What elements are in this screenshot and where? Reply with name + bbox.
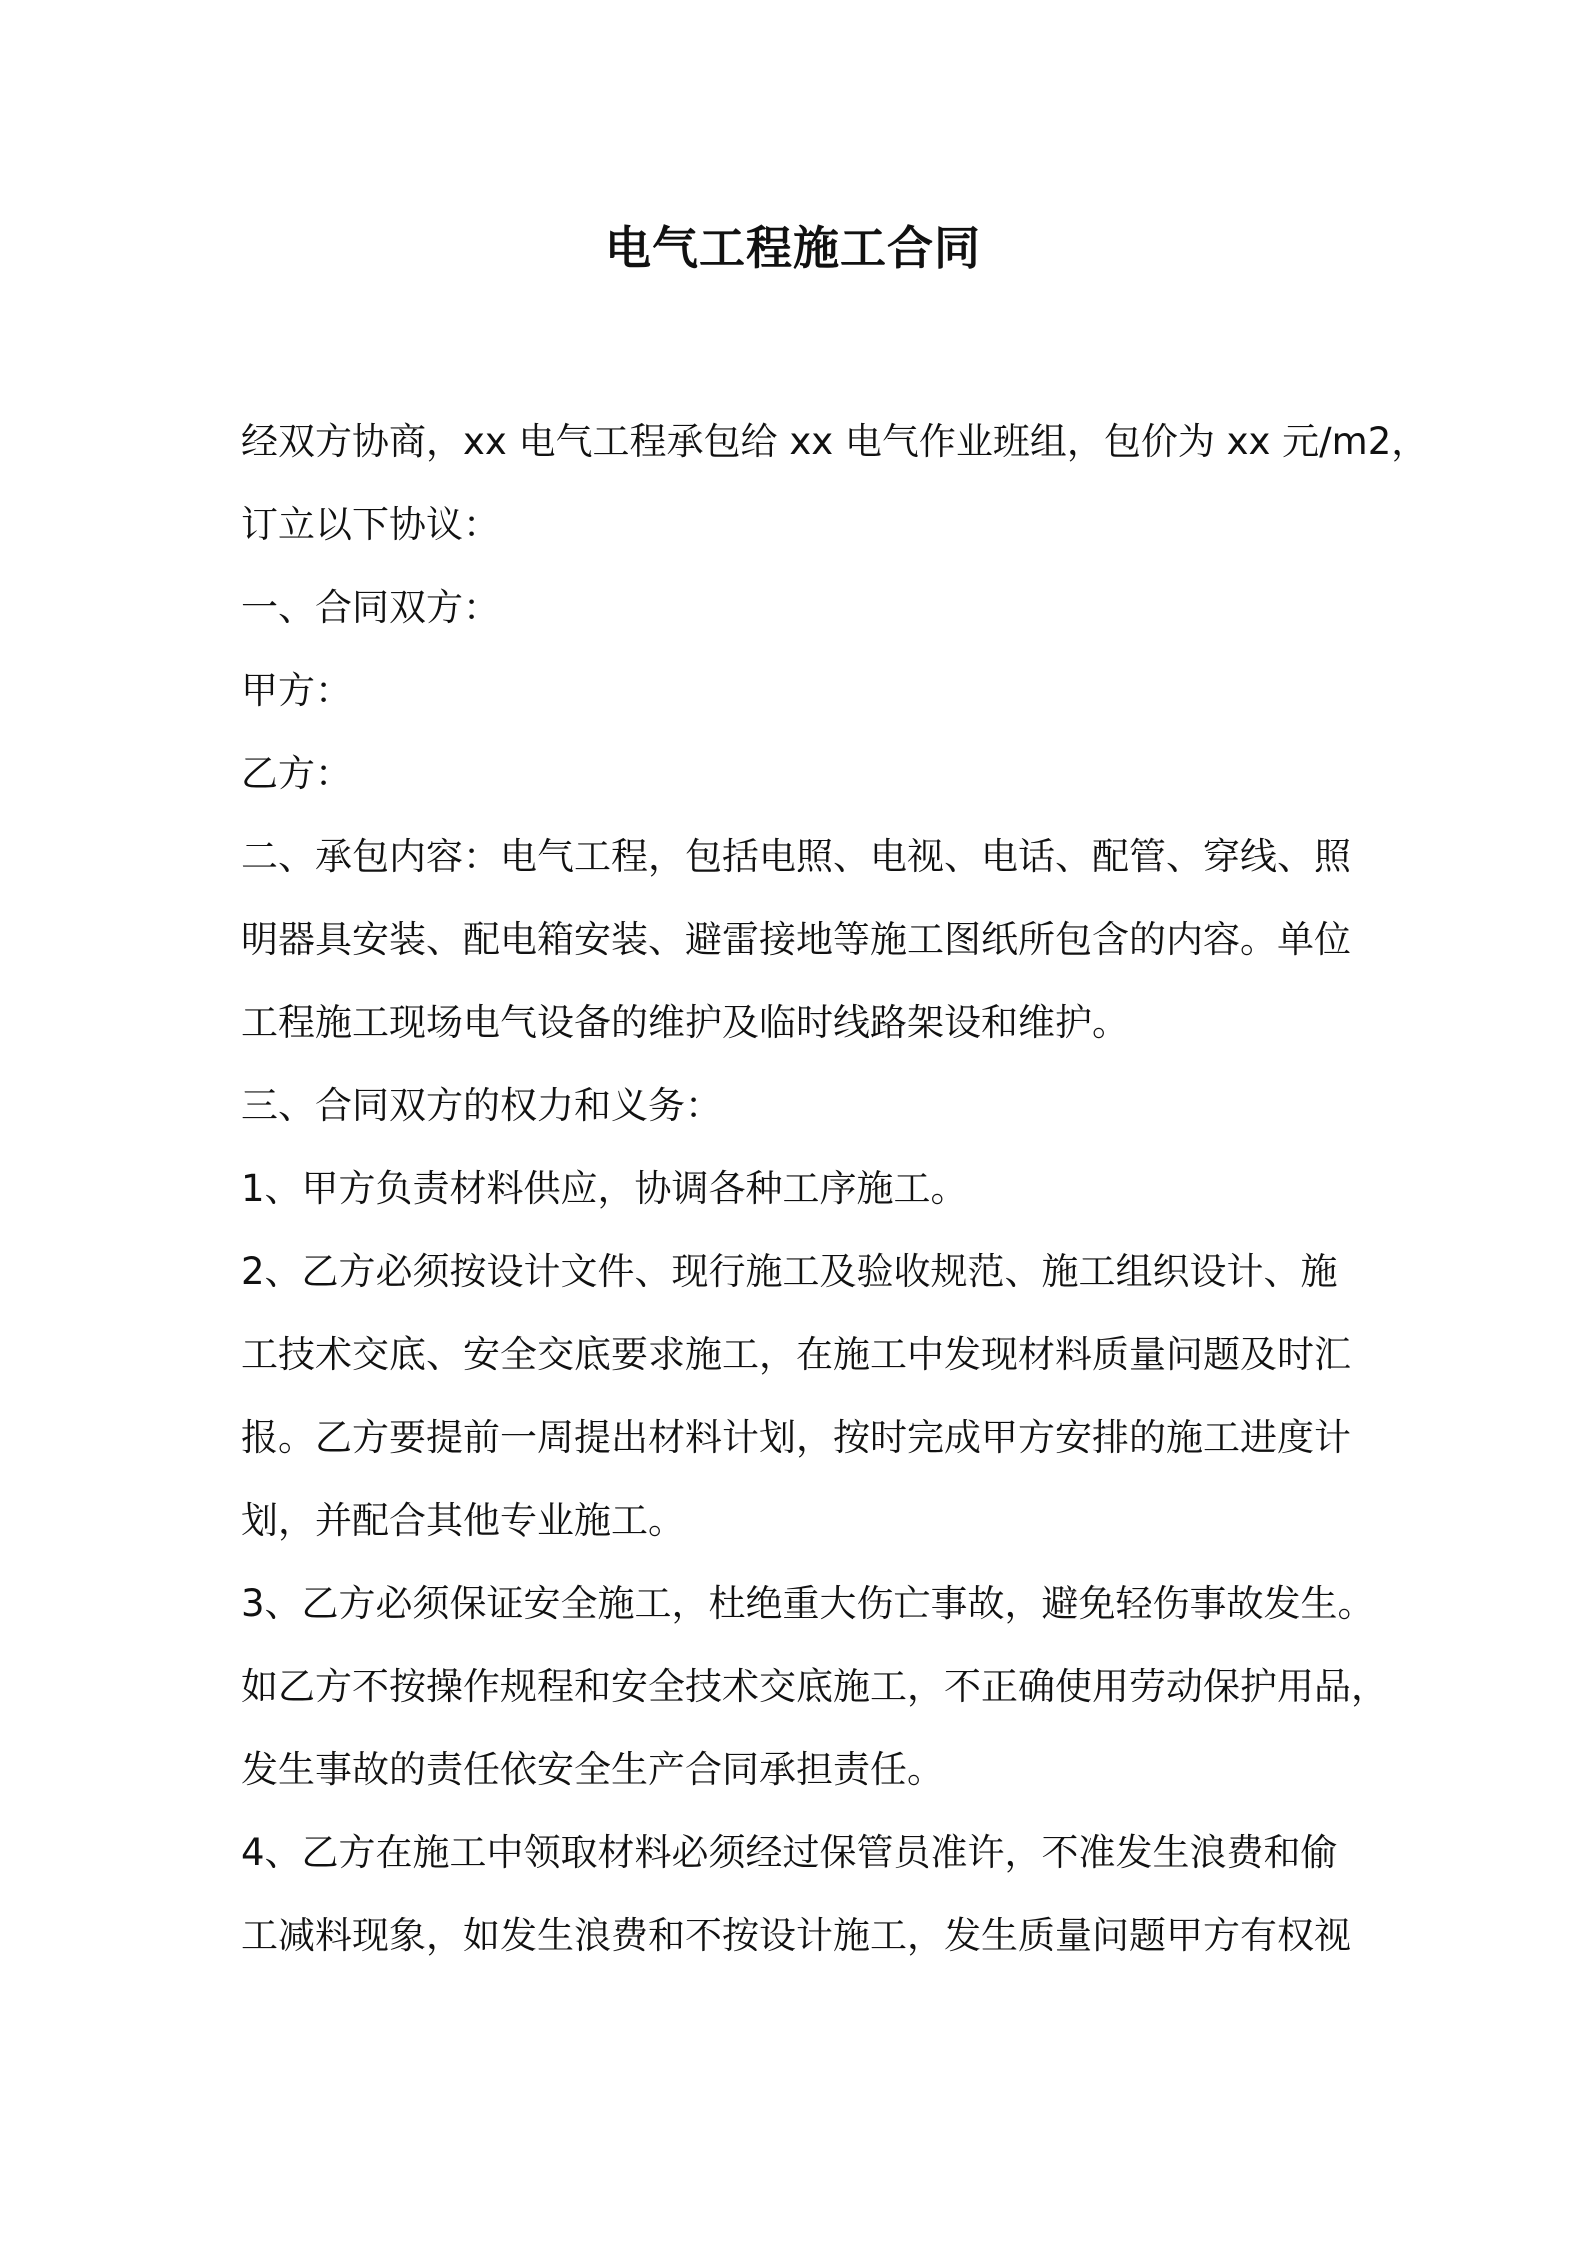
body-line: 明器具安装、配电箱安装、避雷接地等施工图纸所包含的内容。单位 [241, 918, 1351, 961]
body-line: 工减料现象，如发生浪费和不按设计施工，发生质量问题甲方有权视 [241, 1914, 1351, 1957]
body-line: 工技术交底、安全交底要求施工，在施工中发现材料质量问题及时汇 [241, 1333, 1351, 1376]
document-title: 电气工程施工合同 [605, 221, 981, 275]
body-line: 划，并配合其他专业施工。 [241, 1499, 685, 1542]
section-heading-rights: 三、合同双方的权力和义务： [241, 1084, 722, 1127]
body-line: 工程施工现场电气设备的维护及临时线路架设和维护。 [241, 1001, 1129, 1044]
party-b-line: 乙方： [241, 752, 352, 795]
clause-3: 3、乙方必须保证安全施工，杜绝重大伤亡事故，避免轻伤事故发生。 [241, 1582, 1375, 1625]
clause-1: 1、甲方负责材料供应，协调各种工序施工。 [241, 1167, 968, 1210]
party-a-line: 甲方： [241, 669, 352, 712]
body-line: 订立以下协议： [241, 503, 500, 546]
section-heading-scope: 二、承包内容：电气工程，包括电照、电视、电话、配管、穿线、照 [241, 835, 1351, 878]
section-heading-parties: 一、合同双方： [241, 586, 500, 629]
document-body [241, 400, 1429, 1977]
body-line: 经双方协商，xx 电气工程承包给 xx 电气作业班组，包价为 xx 元/m2， [241, 420, 1429, 463]
clause-2: 2、乙方必须按设计文件、现行施工及验收规范、施工组织设计、施 [241, 1250, 1338, 1293]
body-line: 报。乙方要提前一周提出材料计划，按时完成甲方安排的施工进度计 [241, 1416, 1351, 1459]
clause-4: 4、乙方在施工中领取材料必须经过保管员准许，不准发生浪费和偷 [241, 1831, 1338, 1874]
body-line: 如乙方不按操作规程和安全技术交底施工，不正确使用劳动保护用品， [241, 1665, 1388, 1708]
body-line: 发生事故的责任依安全生产合同承担责任。 [241, 1748, 944, 1791]
